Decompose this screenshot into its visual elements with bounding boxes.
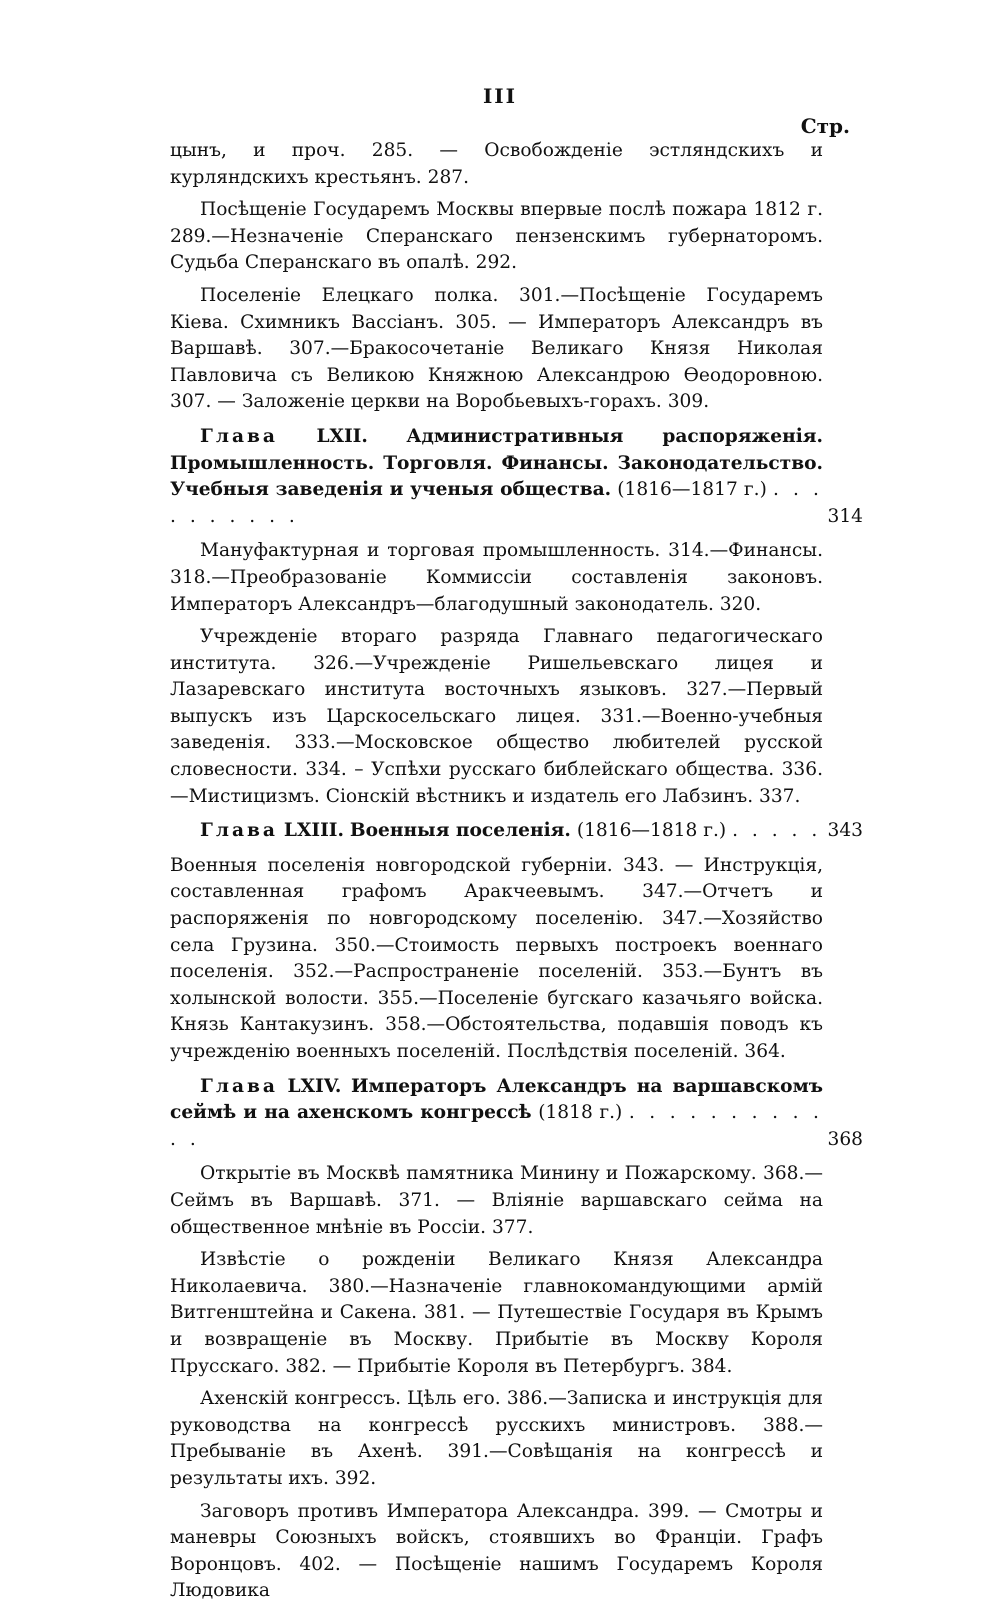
toc-paragraph: Поселеніе Елецкаго полка. 301.—Посѣщеніе Государемъ Кіева. Схимникъ Вассіанъ. 305. — Императоръ Александръ въ Варшавѣ. 307.—Бракосочетаніе Великаго Князя Николая Павловича съ Великою Княжною Александрою Ѳеодоровною. 307. — Заложеніе церкви на Воробьевыхъ-горахъ. 309. xyxy=(170,284,823,413)
chapter-title: Административныя распоряженія. Промышленность. Торговля. Финансы. Законодательство. Учебныя заведенія и ученыя общества. xyxy=(170,425,823,501)
chapter-years: (1816—1817 г.) xyxy=(617,479,767,501)
chapter-years: (1816—1818 г.) xyxy=(576,820,727,842)
chapter-page-number: 343 xyxy=(827,820,863,842)
chapter-title: Военныя поселенія. xyxy=(349,820,571,842)
chapter-number: LXIII. xyxy=(283,820,344,842)
chapter-heading-63 xyxy=(170,818,863,845)
chapter-heading-64 xyxy=(170,1074,863,1154)
chapter-heading-62 xyxy=(170,424,863,530)
toc-paragraph: Ахенскій конгрессъ. Цѣль его. 386.—Записка и инструкція для руководства на конгрессѣ русскихъ министровъ. 388.—Пребываніе въ Ахенѣ. 391.—Совѣщанія на конгрессѣ и результаты ихъ. 392. xyxy=(170,1388,823,1489)
toc-paragraph: Мануфактурная и торговая промышленность. 314.—Финансы. 318.—Преобразованіе Коммиссіи составленія законовъ. Императоръ Александръ—благодушный законодатель. 320. xyxy=(170,540,823,615)
chapter-label: Глава xyxy=(200,425,278,447)
toc-paragraph: Заговоръ противъ Императора Александра. 399. — Смотры и маневры Союзныхъ войскъ, стоявшихъ во Франціи. Графъ Воронцовъ. 402. — Посѣщеніе нашимъ Государемъ Короля Людовика xyxy=(170,1500,823,1602)
leader-dots: . . . . . . . . . . . . xyxy=(170,1102,823,1150)
toc-paragraph: Военныя поселенія новгородской губерніи. 343. — Инструкція, составленная графомъ Аракчеевымъ. 347.—Отчетъ и распоряженія по новгородскому поселенію. 347.—Хозяйство села Грузина. 350.—Стоимость первыхъ построекъ военнаго поселенія. 352.—Распространеніе поселеній. 353.—Бунтъ въ холынской волости. 355.—Поселеніе бугскаго казачьяго войска. Князь Кантакузинъ. 358.—Обстоятельства, подавшія поводъ къ учрежденію военныхъ поселеній. Послѣдствія поселеній. 364. xyxy=(170,854,823,1062)
toc-paragraph: Открытіе въ Москвѣ памятника Минину и Пожарскому. 368.—Сеймъ въ Варшавѣ. 371. — Вліяніе варшавскаго сейма на общественное мнѣніе въ Россіи. 377. xyxy=(170,1163,823,1238)
chapter-label: Глава xyxy=(200,820,278,842)
chapter-number: LXIV. xyxy=(287,1075,342,1097)
chapter-years: (1818 г.) xyxy=(538,1102,623,1124)
chapter-page-number: 314 xyxy=(827,505,863,527)
chapter-title: Императоръ Александръ на варшавскомъ сеймѣ и на ахенскомъ конгрессѣ xyxy=(170,1075,823,1124)
chapter-page-number: 368 xyxy=(827,1128,863,1150)
toc-paragraph: Посѣщеніе Государемъ Москвы впервые послѣ пожара 1812 г. 289.—Незначеніе Сперанскаго пензенскимъ губернаторомъ. Судьба Сперанскаго въ опалѣ. 292. xyxy=(170,199,823,274)
toc-paragraph: цынъ, и проч. 285. — Освобожденіе эстляндскихъ и курляндскихъ крестьянъ. 287. xyxy=(170,140,823,188)
page-number: III xyxy=(482,84,518,108)
chapter-label: Глава xyxy=(200,1075,278,1097)
toc-paragraph: Извѣстіе о рожденіи Великаго Князя Александра Николаевича. 380.—Назначеніе главнокомандующими армій Витгенштейна и Сакена. 381. — Путешествіе Государя въ Крымъ и возвращеніе въ Москву. Прибытіе въ Москву Короля Прусскаго. 382. — Прибытіе Короля въ Петербургъ. 384. xyxy=(170,1249,823,1377)
leader-dots: . . . . . xyxy=(732,820,822,842)
toc-paragraph: Учрежденіе втораго разряда Главнаго педагогическаго института. 326.—Учрежденіе Ришельевскаго лицея и Лазаревскаго института восточныхъ языковъ. 327.—Первый выпускъ изъ Царскосельскаго лицея. 331.—Военно-учебныя заведенія. 333.—Московское общество любителей русской словесности. 334. – Успѣхи русскаго библейскаго общества. 336.—Мистицизмъ. Сіонскій вѣстникъ и издатель его Лабзинъ. 337. xyxy=(170,626,823,807)
toc-content xyxy=(170,138,863,1611)
page-column-label: Стр. xyxy=(800,114,850,138)
leader-dots: . . . . . . . . . . xyxy=(170,479,823,527)
chapter-number: LXII. xyxy=(316,425,368,447)
